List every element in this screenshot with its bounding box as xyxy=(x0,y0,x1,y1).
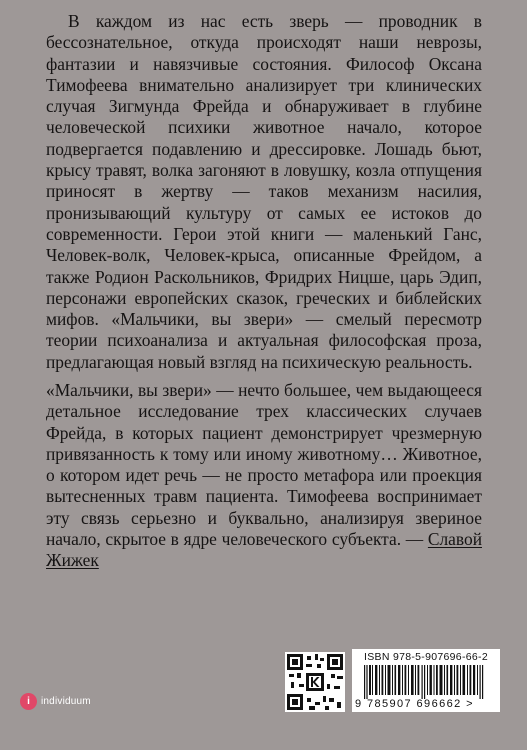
publisher-logo-icon: i xyxy=(20,693,37,710)
qr-code-icon xyxy=(287,654,343,710)
review-quote xyxy=(46,380,482,572)
quote-text: «Мальчики, вы звери» — нечто большее, чем выдающееся детальное исследование трех классических случаев Фрейда, в которых пациент демонстрирует чрезмерную привязанность к тому или иному животному… Животное, о котором идет речь — не просто метафора или проекция вытесненных травм пациента. Тимофеева воспринимает эту связь серьезно и буквально, анализируя звериное начало, скрытое в ядре человеческого субъекта. — xyxy=(46,380,482,550)
quote-author: Славой Жижек xyxy=(46,529,482,571)
qr-code xyxy=(285,652,345,712)
publisher-name: individuum xyxy=(41,696,91,707)
description-paragraph: В каждом из нас есть зверь — проводник в бессознательное, откуда происходят наши неврозы, фантазии и навязчивые состояния. Философ Оксана Тимофеева внимательно анализирует три клинических случая Зигмунда Фрейда и обнаруживает в глубине человеческой психики животное начало, которое подвергается подавлению и дрессировке. Лошадь бьют, крысу травят, волка загоняют в ловушку, козла отпущения приносят в жертву — таков механизм насилия, пронизывающий культуру от самых ее истоков до современности. Герои этой книги — маленький Ганс, Человек-волк, Человек-крыса, описанные Фрейдом, а также Родион Раскольников, Фридрих Ницше, царь Эдип, персонажи европейских сказок, греческих и библейских мифов. «Мальчики, вы звери» — смелый пересмотр теории психоанализа и актуальная философская проза, предлагающая новый взгляд на психическую реальность. xyxy=(46,11,482,372)
barcode-icon xyxy=(364,665,488,699)
barcode-digits: 9 785907 696662 > xyxy=(355,698,474,710)
isbn-label: ISBN 978-5-907696-66-2 xyxy=(364,651,488,663)
publisher-logo xyxy=(20,693,91,710)
isbn-barcode xyxy=(352,649,500,712)
